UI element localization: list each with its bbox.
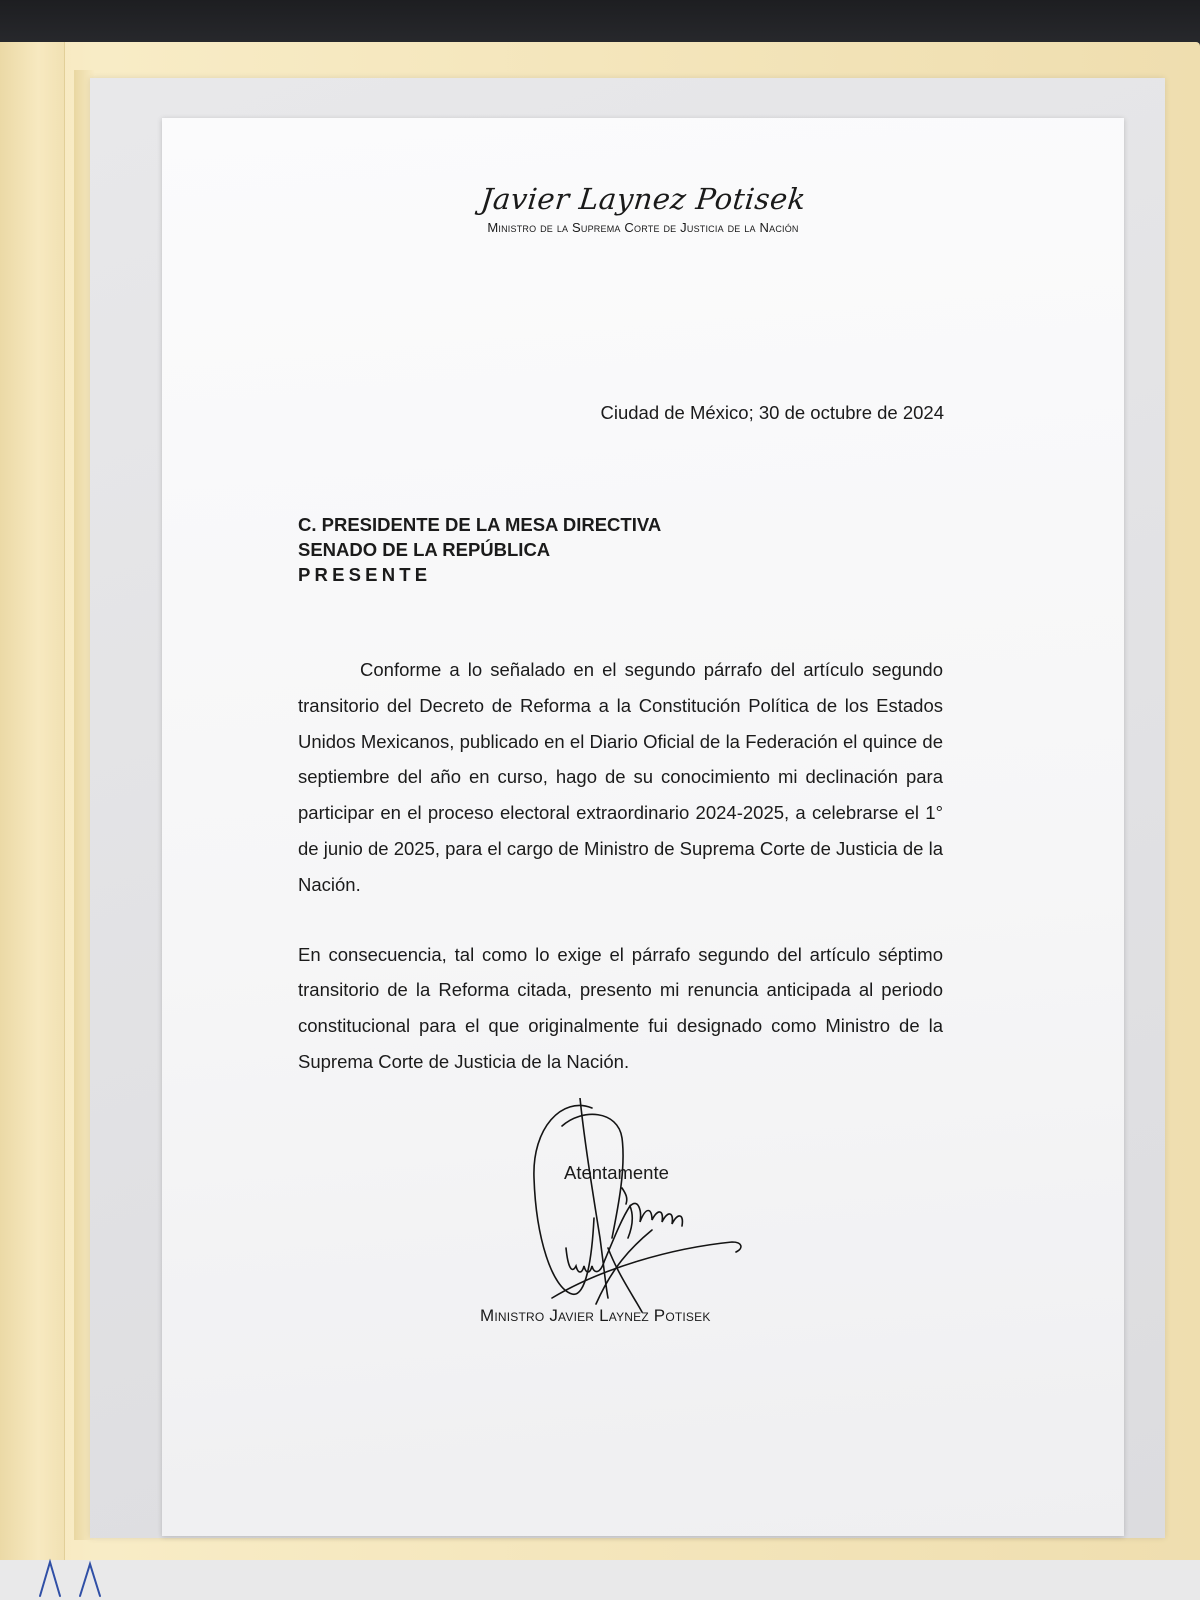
body-paragraph-1: Conforme a lo señalado en el segundo párrafo del artículo segundo transitorio del Decreto de Reforma a la Constitución Política de los Estados Unidos Mexicanos, publicado en el Diario Oficial de la Federación el quince de septiembre del año en curso, hago de su conocimiento mi declinación para participar en el proceso electoral extraordinario 2024-2025, a celebrarse el 1° de junio de 2025, para el cargo de Ministro de Suprema Corte de Justicia de la Nación. [298, 659, 943, 895]
letter-page [162, 118, 1124, 1536]
pen-marks-icon [20, 1556, 130, 1600]
signature-icon [522, 1098, 752, 1318]
letterhead [162, 182, 1124, 235]
folder-edge [0, 42, 65, 1572]
recipient-line-3: PRESENTE [298, 564, 432, 585]
recipient-block [298, 512, 661, 587]
desk-surface [0, 1560, 1200, 1600]
recipient-line-1: C. PRESIDENTE DE LA MESA DIRECTIVA [298, 514, 662, 535]
signer-name: Ministro Javier Laynez Potisek [480, 1306, 711, 1325]
letter-body [298, 652, 943, 1080]
letterhead-title: Ministro de la Suprema Corte de Justicia de la Nación [487, 220, 799, 235]
letterhead-name: Javier Laynez Potisek [478, 182, 808, 216]
recipient-line-2: SENADO DE LA REPÚBLICA [298, 539, 551, 560]
closing: Atentamente [564, 1162, 669, 1183]
body-paragraph-2: En consecuencia, tal como lo exige el párrafo segundo del artículo séptimo transitorio de la Reforma citada, presento mi renuncia anticipada al periodo constitucional para el que originalmente fui designado como Ministro de la Suprema Corte de Justicia de la Nación. [298, 943, 943, 1072]
letter-date: Ciudad de México; 30 de octubre de 2024 [600, 402, 944, 423]
